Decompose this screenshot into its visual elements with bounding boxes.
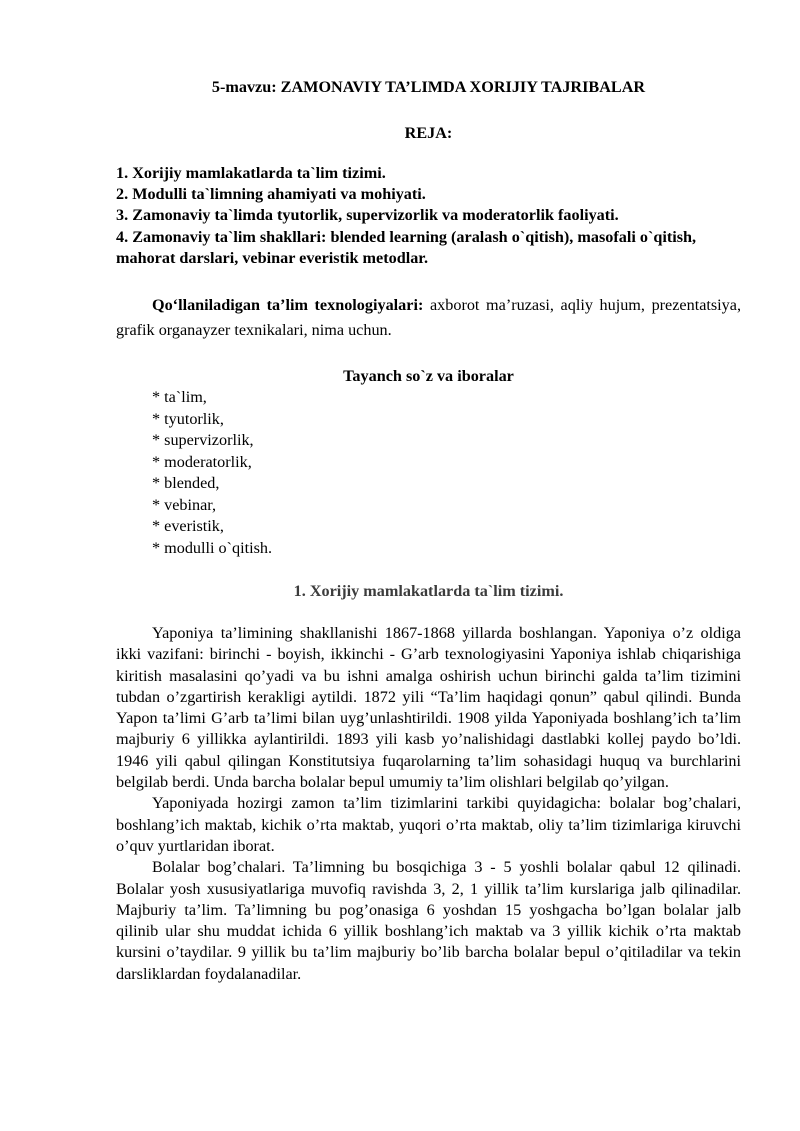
keywords-title: Tayanch so`z va iboralar [343, 367, 514, 385]
topic-title: 5-mavzu: ZAMONAVIY TA’LIMDA XORIJIY TAJRIBALAR [211, 78, 646, 96]
keyword-item: * supervizorlik, [152, 431, 254, 449]
keyword-item: * moderatorlik, [152, 452, 252, 471]
keyword-item: * modulli o`qitish. [152, 538, 273, 557]
keyword-item: * tyutorlik, [152, 409, 224, 428]
section-title: 1. Xorijiy mamlakatlarda ta`lim tizimi. [293, 582, 564, 600]
plan-item: 3. Zamonaviy ta`limda tyutorlik, supervizorlik va moderatorlik faoliyati. [116, 206, 619, 225]
plan-item: 4. Zamonaviy ta`lim shakllari: blended learning (aralash o`qitish), masofali o`qitish, mahorat darslari, vebinar everistik metodlar. [116, 227, 697, 267]
keyword-item: * blended, [152, 474, 220, 492]
keywords-list [152, 387, 272, 559]
plan-list [116, 163, 741, 269]
keyword-item: * vebinar, [152, 495, 217, 514]
body-paragraph: Bolalar bog’chalari. Ta’limning bu bosqichiga 3 - 5 yoshli bolalar qabul 12 qilinadi. Bolalar yosh xususiyatlariga muvofiq ravishda 3, 2, 1 yillik ta’lim kurslariga jalb qilinadilar. Majburiy ta’lim. Ta’limning bu pog’onasiga 6 yoshdan 15 yoshgacha bo’lgan bolalar jalb qilinib ular shu muddat ichida 6 yillik boshlang’ich maktab va 3 yillik kichik o’rta maktab kursini o’taydilar. 9 yillik bu ta’lim majburiy bo’lib barcha bolalar bepul o’qitiladilar va tekin darsliklardan foydalanadilar. [116, 858, 741, 983]
plan-item: 1. Xorijiy mamlakatlarda ta`lim tizimi. [116, 164, 386, 182]
keyword-item: * everistik, [152, 517, 224, 535]
technologies-paragraph [116, 293, 741, 343]
technologies-label: Qo‘llaniladigan ta’lim texnologiyalari: [152, 296, 424, 314]
body-paragraph: Yaponiya ta’limining shakllanishi 1867-1868 yillarda boshlangan. Yaponiya o’z oldiga ikki vazifani: birinchi - boyish, ikkinchi - G’arb texnologiyasini Yaponiya ishlab chiqarishiga kiritish masalasini qo’yadi va bu ishni amalga oshirish uchun birinchi galda ta’lim tizimini tubdan o’zgartirish kerakligi aytildi. 1872 yili “Ta’lim haqidagi qonun” qabul qilindi. Bunda Yapon ta’limi G’arb ta’limi bilan uyg’unlashtirildi. 1908 yilda Yaponiyada boshlang’ich ta’lim majburiy 6 yillikka aylantirildi. 1893 yili kasb yo’nalishidagi dastlabki kollej paydo bo’ldi. 1946 yili qabul qilingan Konstitutsiya fuqarolarning ta’lim sohasidagi huquq va burchlarini belgilab berdi. Unda barcha bolalar bepul umumiy ta’lim olishlari belgilab qo’yilgan. [116, 624, 741, 792]
plan-item: 2. Modulli ta`limning ahamiyati va mohiyati. [116, 185, 426, 204]
body-paragraph: Yaponiyada hozirgi zamon ta’lim tizimlarini tarkibi quyidagicha: bolalar bog’chalari, boshlang’ich maktab, kichik o’rta maktab, yuqori o’rta maktab, oliy ta’lim tizimlariga kiruvchi o’quv yurtlaridan iborat. [116, 794, 741, 855]
keyword-item: * ta`lim, [152, 388, 207, 406]
body-text [116, 623, 741, 985]
plan-title: REJA: [404, 124, 453, 142]
technologies-text: axborot ma’ruzasi, aqliy hujum, prezentatsiya, grafik organayzer texnikalari, nima uchun. [116, 296, 742, 339]
